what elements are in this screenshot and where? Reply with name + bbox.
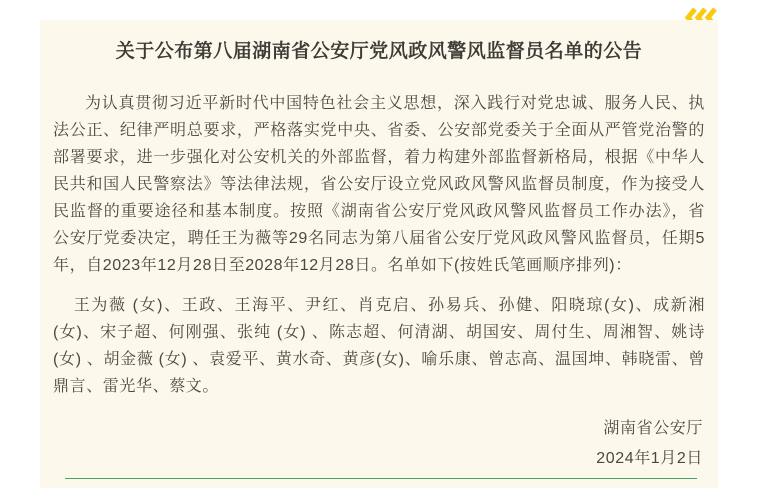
bottom-divider (65, 478, 697, 479)
names-paragraph: 王为薇 (女)、王政、王海平、尹红、肖克启、孙易兵、孙健、阳晓琼(女)、成新湘(女)、宋子超、何刚强、张纯 (女) 、陈志超、何清湖、胡国安、周付生、周湘智、姚诗 (女) 、胡金薇 (女) 、袁爱平、黄水奇、黄彦(女)、喻乐康、曾志高、温国坤、韩晓雷、曾鼎言、雷光华、蔡文。 (53, 297, 705, 395)
body-paragraph: 为认真贯彻习近平新时代中国特色社会主义思想，深入践行对党忠诚、服务人民、执法公正、纪律严明总要求，严格落实党中央、省委、公安部党委关于全面从严管党治警的部署要求，进一步强化对公安机关的外部监督，着力构建外部监督新格局，根据《中华人民共和国人民警察法》等法律法规，省公安厅设立党风政风警风监督员制度，作为接受人民监督的重要途径和基本制度。按照《湖南省公安厅党风政风警风监督员工作办法》，省公安厅党委决定，聘任王为薇等29名同志为第八届省公安厅党风政风警风监督员，任期5年，自2023年12月28日至2028年12月28日。名单如下(按姓氏笔画顺序排列)： (53, 95, 705, 274)
signature-date: 2024年1月2日 (596, 450, 703, 467)
announcement-panel (40, 20, 718, 488)
signature-block (53, 414, 705, 474)
signature-org: 湖南省公安厅 (603, 420, 703, 437)
page-title: 关于公布第八届湖南省公安厅党风政风警风监督员名单的公告 (115, 41, 643, 62)
